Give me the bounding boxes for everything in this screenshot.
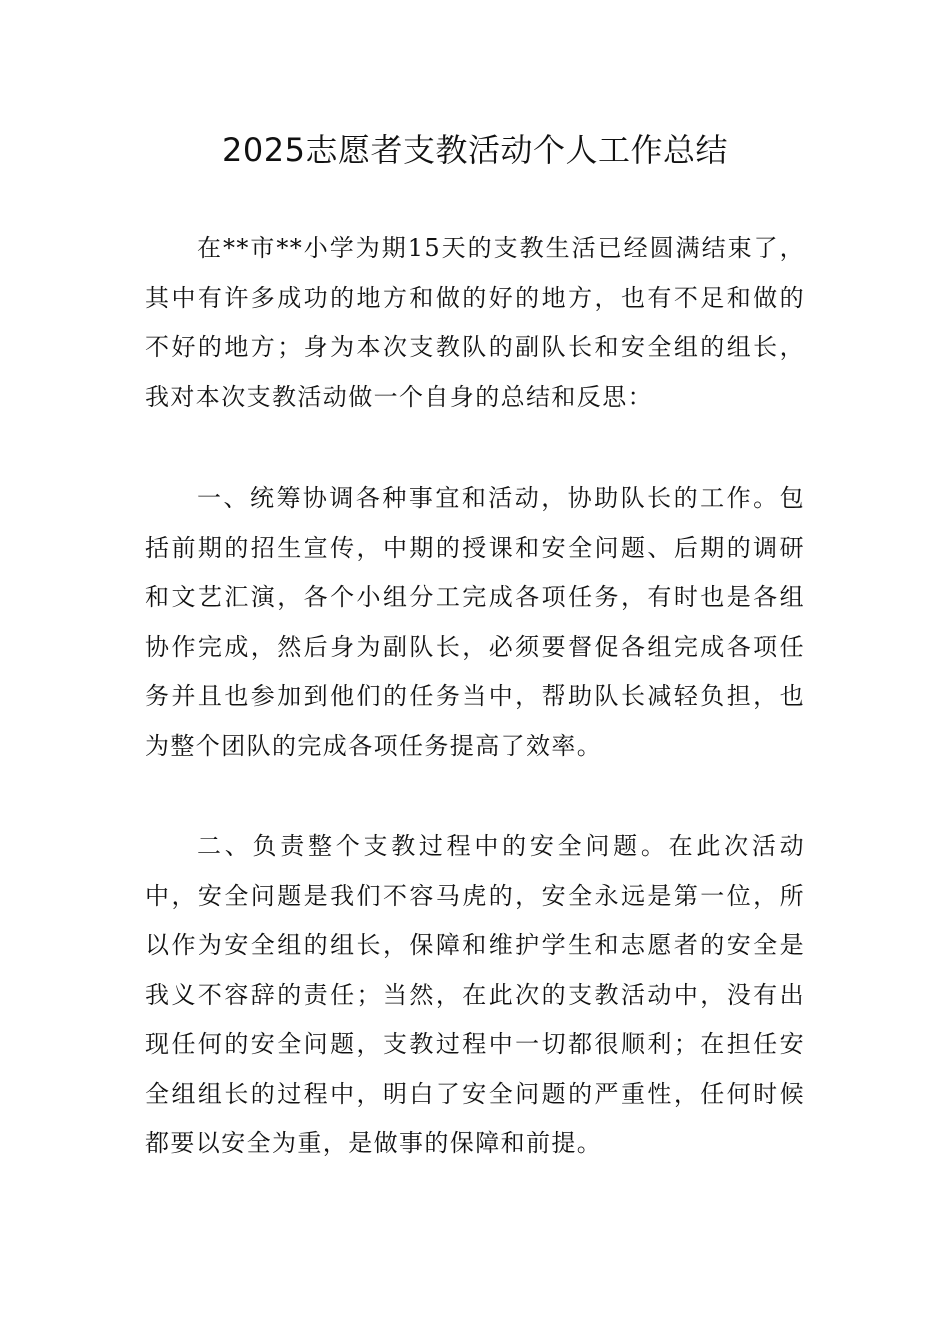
section-two-paragraph: 二、负责整个支教过程中的安全问题。在此次活动中，安全问题是我们不容马虎的，安全永远是第一位，所以作为安全组的组长，保障和维护学生和志愿者的安全是我义不容辞的责任；当然，在此次的支教活动中，没有出现任何的安全问题，支教过程中一切都很顺利；在担任安全组组长的过程中，明白了安全问题的严重性，任何时候都要以安全为重，是做事的保障和前提。 <box>145 832 805 1157</box>
section-one-paragraph: 一、统筹协调各种事宜和活动，协助队长的工作。包括前期的招生宣传，中期的授课和安全问题、后期的调研和文艺汇演，各个小组分工完成各项任务，有时也是各组协作完成，然后身为副队长，必须要督促各组完成各项任务并且也参加到他们的任务当中，帮助队长减轻负担，也为整个团队的完成各项任务提高了效率。 <box>145 484 805 760</box>
document-title: 2025志愿者支教活动个人工作总结 <box>222 131 728 169</box>
intro-paragraph: 在**市**小学为期15天的支教生活已经圆满结束了，其中有许多成功的地方和做的好的地方，也有不足和做的不好的地方；身为本次支教队的副队长和安全组的组长，我对本次支教活动做一个自身的总结和反思： <box>145 234 805 411</box>
